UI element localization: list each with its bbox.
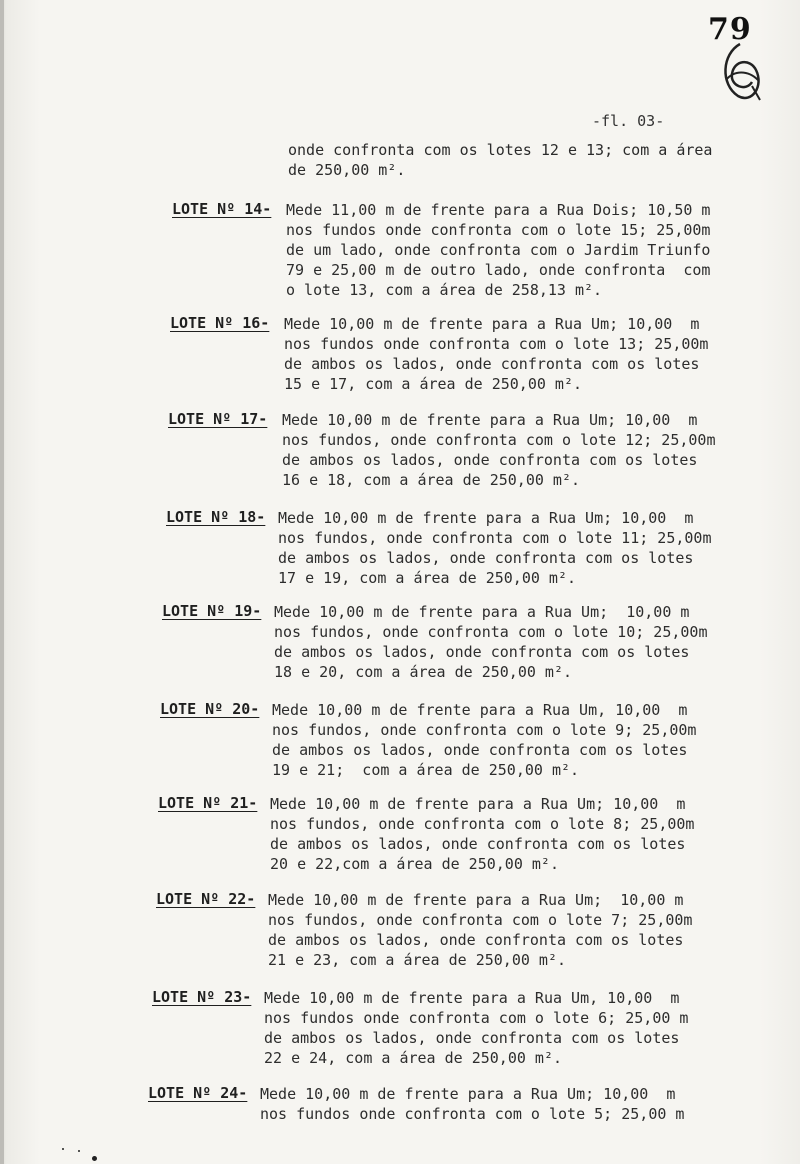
scan-speck: [92, 1156, 97, 1161]
lot-description: Mede 10,00 m de frente para a Rua Um; 10,00 m nos fundos onde confronta com o lote 5; 25,00 m: [260, 1085, 685, 1123]
lot-label: LOTE Nº 21-: [158, 794, 258, 812]
folio-number: -fl. 03-: [592, 112, 665, 130]
lot-label: LOTE Nº 19-: [162, 602, 262, 620]
lot-description: Mede 10,00 m de frente para a Rua Um; 10,00 m nos fundos, onde confronta com o lote 8; 25,00m de ambos os lados, onde confronta com os lotes 20 e 22,com a área de 250,00 m².: [270, 795, 695, 873]
page-stamp-number: 79: [708, 12, 752, 47]
continuation-paragraph: onde confronta com os lotes 12 e 13; com a área de 250,00 m².: [288, 141, 713, 179]
lot-label: LOTE Nº 22-: [156, 890, 256, 908]
lot-description: Mede 10,00 m de frente para a Rua Um, 10,00 m nos fundos onde confronta com o lote 6; 25,00 m de ambos os lados, onde confronta com os lotes 22 e 24, com a área de 250,00 m².: [264, 989, 689, 1067]
lot-description: Mede 10,00 m de frente para a Rua Um; 10,00 m nos fundos onde confronta com o lote 13; 25,00m de ambos os lados, onde confronta com os lotes 15 e 17, com a área de 250,00 m².: [284, 315, 709, 393]
lot-label: LOTE Nº 23-: [152, 988, 252, 1006]
lot-label: LOTE Nº 14-: [172, 200, 272, 218]
lot-description: Mede 10,00 m de frente para a Rua Um; 10,00 m nos fundos, onde confronta com o lote 7; 25,00m de ambos os lados, onde confronta com os lotes 21 e 23, com a área de 250,00 m².: [268, 891, 693, 969]
lot-description: Mede 11,00 m de frente para a Rua Dois; 10,50 m nos fundos onde confronta com o lote 15; 25,00m de um lado, onde confronta com o Jardim Triunfo 79 e 25,00 m de outro lado, onde confronta com o lote 13, com a área de 258,13 m².: [286, 201, 711, 299]
scan-speck: [78, 1150, 80, 1152]
lot-label: LOTE Nº 24-: [148, 1084, 248, 1102]
scan-speck: [62, 1148, 64, 1150]
lot-label: LOTE Nº 16-: [170, 314, 270, 332]
lot-description: Mede 10,00 m de frente para a Rua Um; 10,00 m nos fundos, onde confronta com o lote 12; 25,00m de ambos os lados, onde confronta com os lotes 16 e 18, com a área de 250,00 m².: [282, 411, 716, 489]
lot-label: LOTE Nº 17-: [168, 410, 268, 428]
lot-description: Mede 10,00 m de frente para a Rua Um, 10,00 m nos fundos, onde confronta com o lote 9; 25,00m de ambos os lados, onde confronta com os lotes 19 e 21; com a área de 250,00 m².: [272, 701, 697, 779]
lot-label: LOTE Nº 18-: [166, 508, 266, 526]
lot-description: Mede 10,00 m de frente para a Rua Um; 10,00 m nos fundos, onde confronta com o lote 11; 25,00m de ambos os lados, onde confronta com os lotes 17 e 19, com a área de 250,00 m².: [278, 509, 712, 587]
lot-description: Mede 10,00 m de frente para a Rua Um; 10,00 m nos fundos, onde confronta com o lote 10; 25,00m de ambos os lados, onde confronta com os lotes 18 e 20, com a área de 250,00 m².: [274, 603, 708, 681]
lot-label: LOTE Nº 20-: [160, 700, 260, 718]
page-edge-shadow: [0, 0, 4, 1164]
handwritten-seal-icon: [712, 40, 768, 104]
